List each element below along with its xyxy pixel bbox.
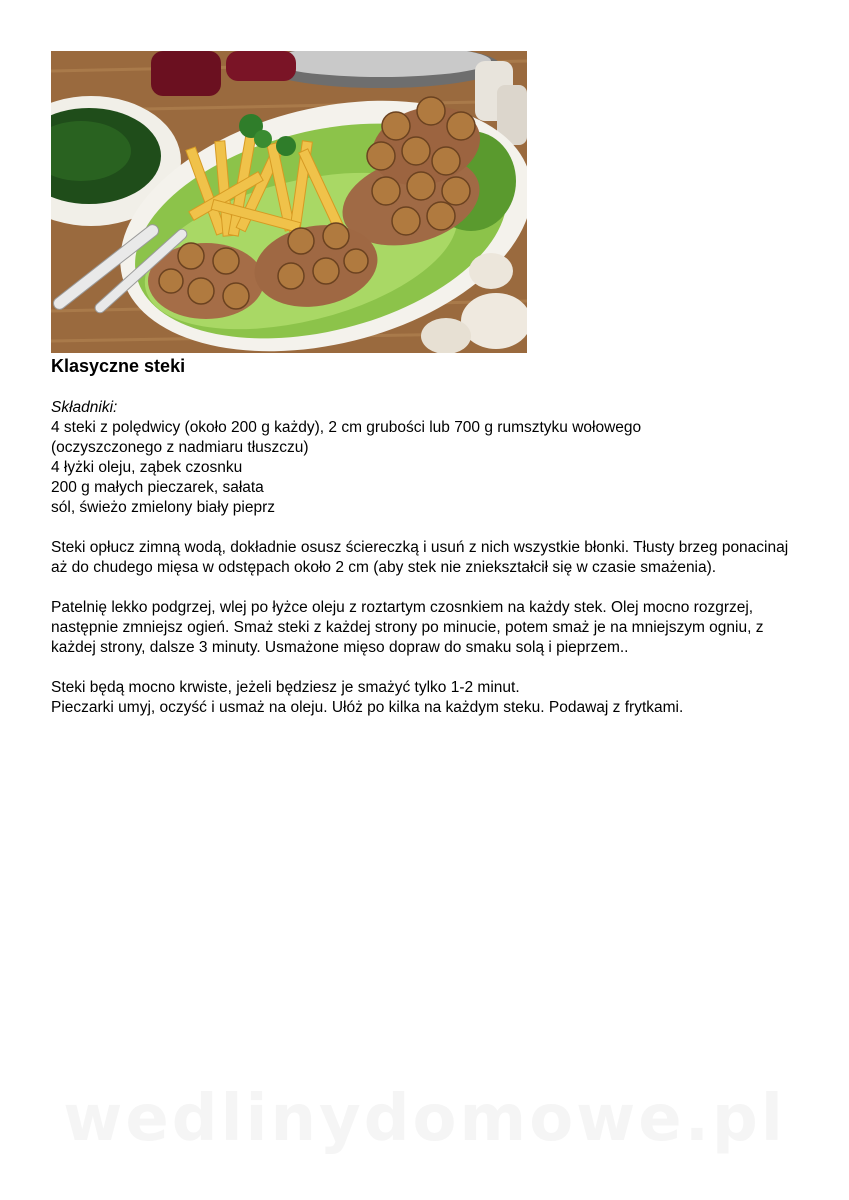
watermark: wedlinydomowe.pl xyxy=(63,1082,786,1156)
instruction-paragraph: Patelnię lekko podgrzej, wlej po łyżce oleju z roztartym czosnkiem na każdy stek. Olej mocno rozgrzej, następnie zmniejsz ogień. Smaż steki z każdej strony po minucie, potem smaż je na mniejszym ogniu, z każdej strony, dalsze 3 minuty. Usmażone mięso dopraw do smaku solą i pieprzem.. xyxy=(51,599,764,656)
final-notes xyxy=(51,678,801,718)
ingredients-section xyxy=(51,398,801,518)
ingredient-line: 200 g małych pieczarek, sałata xyxy=(51,479,264,496)
ingredients-label: Składniki: xyxy=(51,399,118,416)
ingredient-line: (oczyszczonego z nadmiaru tłuszczu) xyxy=(51,439,309,456)
note-line: Pieczarki umyj, oczyść i usmaż na oleju. Ułóż po kilka na każdym steku. Podawaj z frytkami. xyxy=(51,699,684,716)
note-line: Steki będą mocno krwiste, jeżeli będziesz je smażyć tylko 1-2 minut. xyxy=(51,679,520,696)
recipe-content xyxy=(51,398,801,738)
recipe-title: Klasyczne steki xyxy=(51,356,186,376)
ingredient-line: 4 łyżki oleju, ząbek czosnku xyxy=(51,459,243,476)
ingredient-line: sól, świeżo zmielony biały pieprz xyxy=(51,499,275,516)
instruction-paragraph: Steki opłucz zimną wodą, dokładnie osusz ściereczką i usuń z nich wszystkie błonki. Tłusty brzeg ponacinaj aż do chudego mięsa w odstępach około 2 cm (aby stek nie zniekształcił się w czasie smażenia). xyxy=(51,539,789,576)
recipe-photo xyxy=(51,51,527,353)
ingredient-line: 4 steki z polędwicy (około 200 g każdy), 2 cm grubości lub 700 g rumsztyku wołowego xyxy=(51,419,642,436)
